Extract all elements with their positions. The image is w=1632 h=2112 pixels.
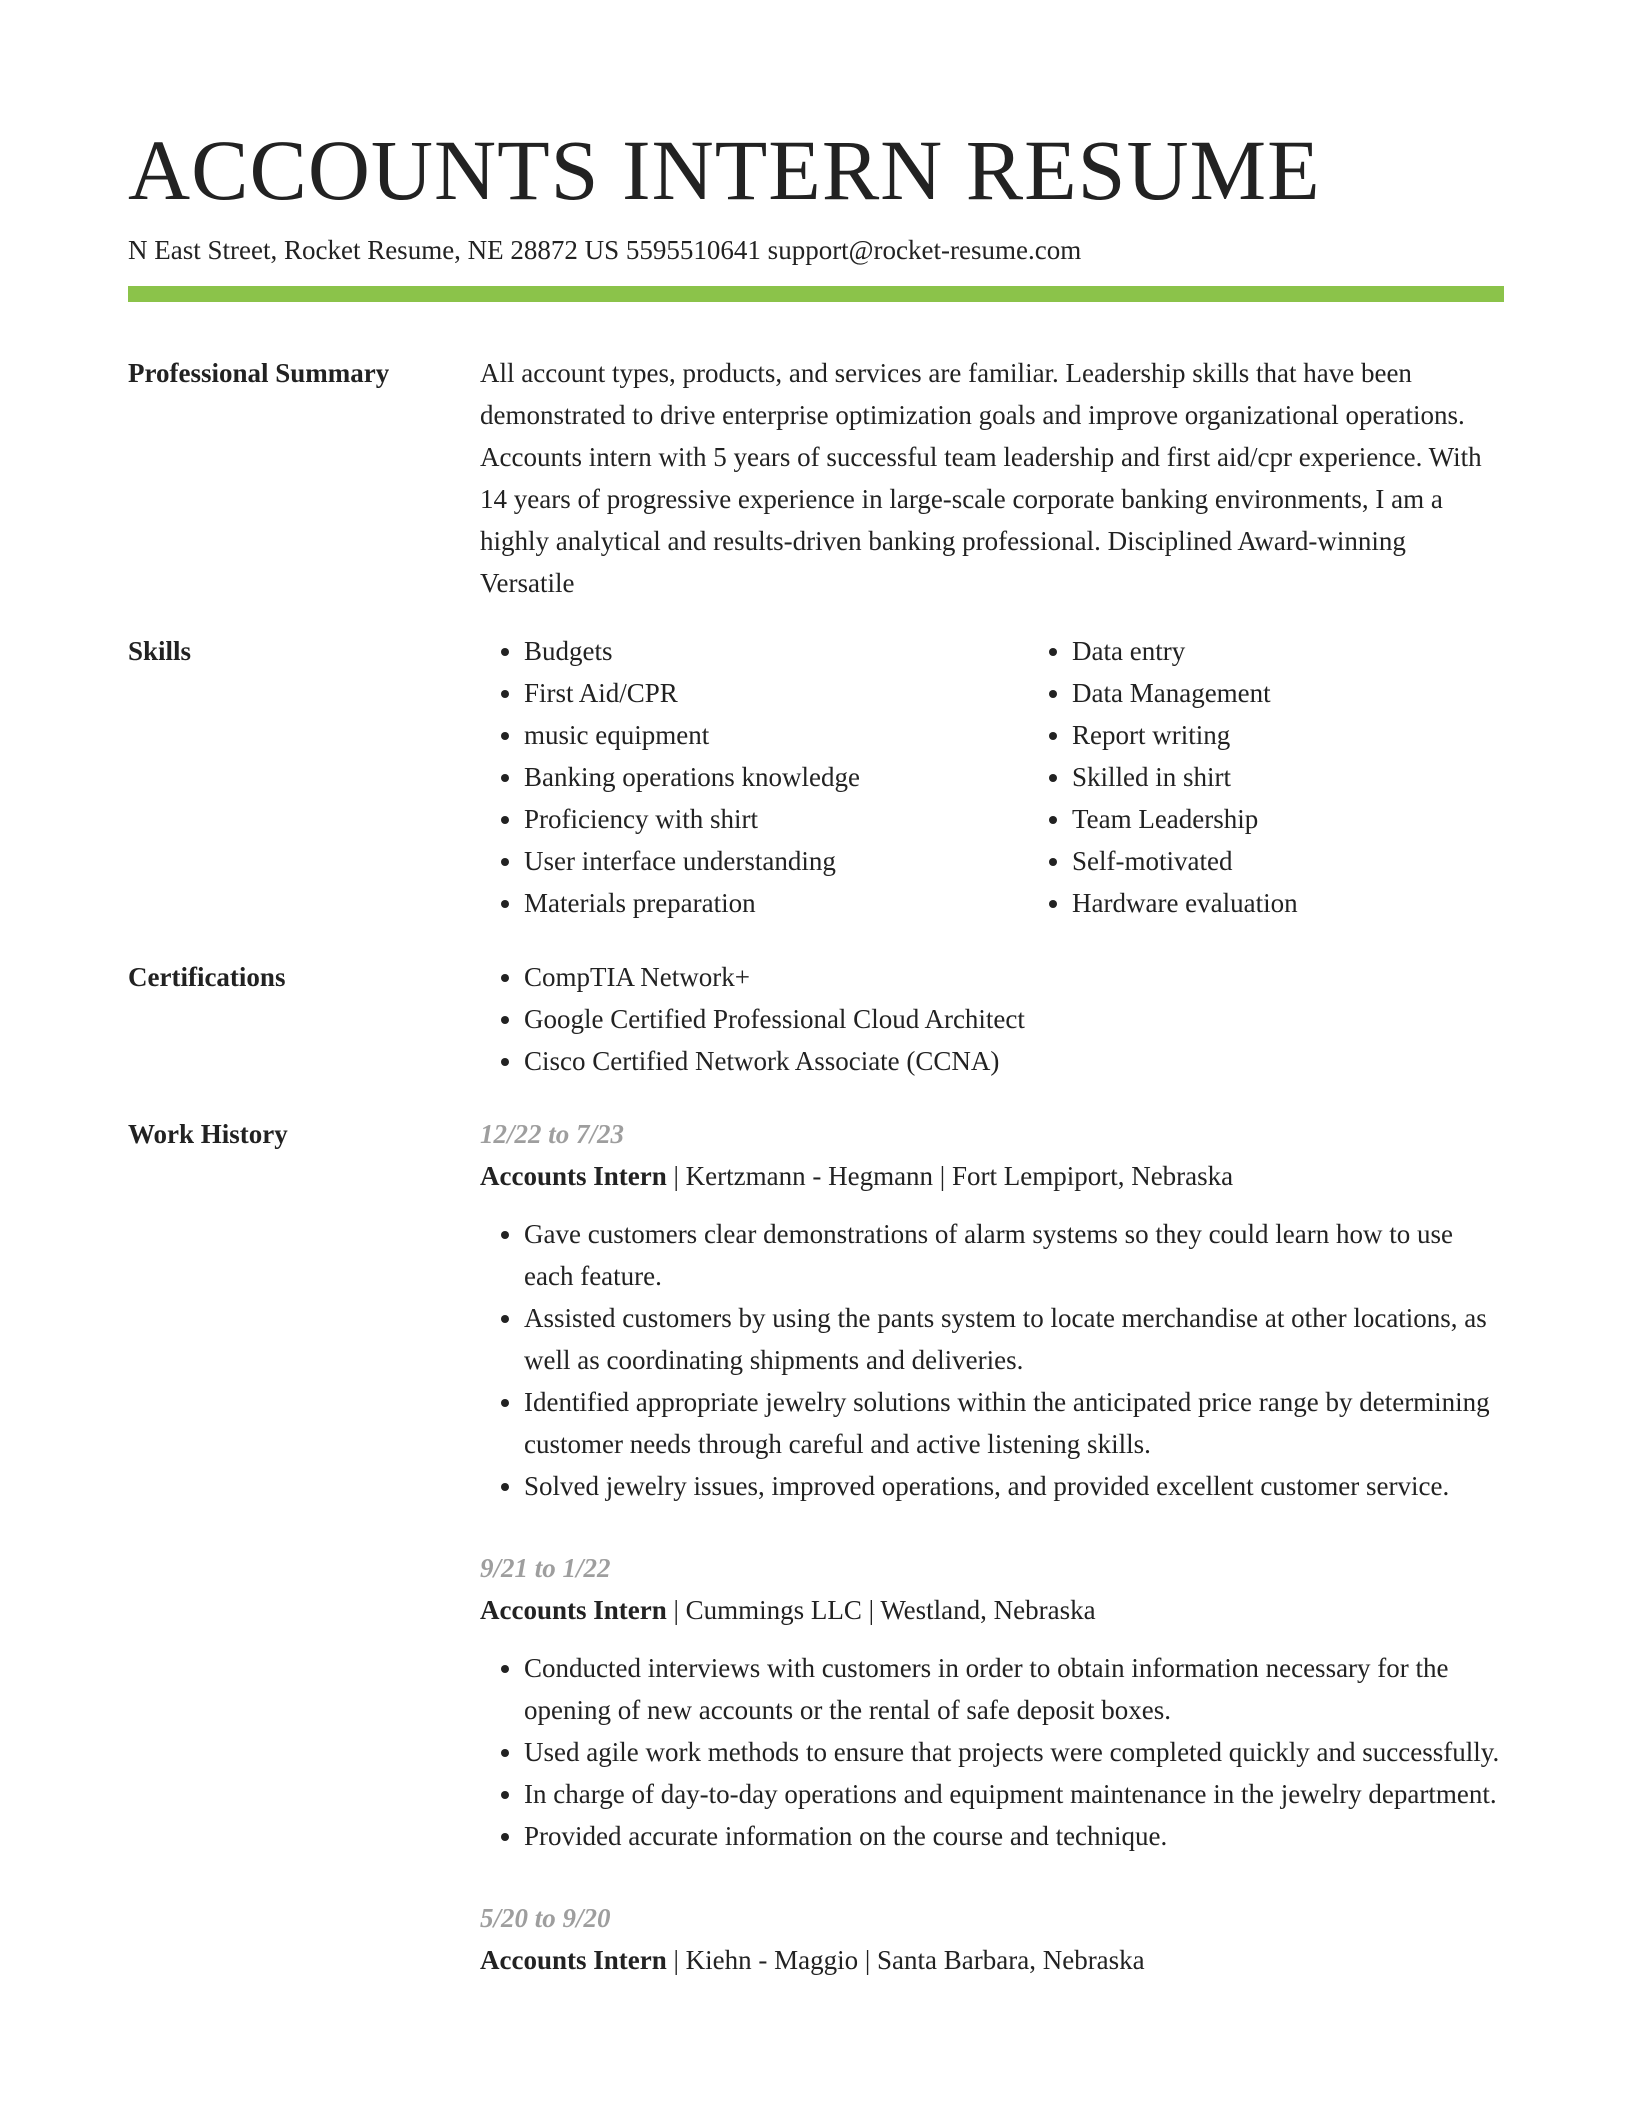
list-item: • Report writing (1072, 714, 1298, 756)
list-item: • Data Management (1072, 672, 1298, 714)
job-dates: 5/20 to 9/20 (480, 1903, 611, 1933)
resume-title: ACCOUNTS INTERN RESUME (128, 122, 1321, 218)
list-item: • Google Certified Professional Cloud Architect (524, 998, 1504, 1040)
list-item: • Solved jewelry issues, improved operations, and provided excellent customer service. (524, 1465, 1504, 1507)
list-item: • First Aid/CPR (524, 672, 1028, 714)
list-item: • Gave customers clear demonstrations of alarm systems so they could learn how to use each feature. (524, 1213, 1504, 1297)
job-entry (480, 1897, 1504, 1981)
job-title: Accounts Intern (480, 1945, 667, 1975)
section-label: Skills (128, 636, 192, 666)
list-item: • Identified appropriate jewelry solutions within the anticipated price range by determining customer needs through careful and active listening skills. (524, 1381, 1504, 1465)
job-heading (480, 1939, 1504, 1981)
job-heading (480, 1589, 1504, 1631)
list-item: • In charge of day-to-day operations and equipment maintenance in the jewelry department. (524, 1773, 1504, 1815)
section-label: Professional Summary (128, 358, 390, 388)
summary-text: All account types, products, and services are familiar. Leadership skills that have been demonstrated to drive enterprise optimization goals and improve organizational operations. Accounts intern with 5 years of successful team leadership and first aid/cpr experience. With 14 years of progressive experience in large-scale corporate banking environments, I am a highly analytical and results-driven banking professional. Disciplined Award-winning Versatile (480, 358, 1482, 598)
list-item: • Assisted customers by using the pants system to locate merchandise at other locations, as well as coordinating shipments and deliveries. (524, 1297, 1504, 1381)
section-skills (128, 630, 1504, 924)
list-item: • Budgets (524, 630, 1028, 672)
certifications-list (480, 956, 1504, 1082)
section-certifications (128, 956, 1504, 1082)
list-item: • CompTIA Network+ (524, 956, 1504, 998)
job-details: | Kiehn - Maggio | Santa Barbara, Nebraska (666, 1945, 1145, 1975)
list-item: • Banking operations knowledge (524, 756, 1028, 798)
job-heading (480, 1155, 1504, 1197)
job-title: Accounts Intern (480, 1595, 667, 1625)
list-item: • Conducted interviews with customers in order to obtain information necessary for the opening of new accounts or the rental of safe deposit boxes. (524, 1647, 1504, 1731)
job-dates: 9/21 to 1/22 (480, 1553, 611, 1583)
list-item: • Self-motivated (1072, 840, 1298, 882)
list-item: • Provided accurate information on the course and technique. (524, 1815, 1504, 1857)
job-title: Accounts Intern (480, 1161, 667, 1191)
skills-list-left (480, 630, 1028, 924)
section-work-history (128, 1113, 1504, 1981)
job-entry (480, 1547, 1504, 1857)
list-item: • Skilled in shirt (1072, 756, 1298, 798)
list-item: • User interface understanding (524, 840, 1028, 882)
list-item: • Hardware evaluation (1072, 882, 1298, 924)
section-professional-summary (128, 352, 1504, 604)
list-item: • Proficiency with shirt (524, 798, 1028, 840)
job-entry (480, 1113, 1504, 1507)
list-item: • Team Leadership (1072, 798, 1298, 840)
job-details: | Kertzmann - Hegmann | Fort Lempiport, Nebraska (666, 1161, 1234, 1191)
list-item: • Materials preparation (524, 882, 1028, 924)
job-details: | Cummings LLC | Westland, Nebraska (666, 1595, 1096, 1625)
section-label: Certifications (128, 962, 286, 992)
contact-line: N East Street, Rocket Resume, NE 28872 US 5595510641 support@rocket-resume.com (128, 235, 1082, 265)
section-label: Work History (128, 1119, 288, 1149)
list-item: • Used agile work methods to ensure that projects were completed quickly and successfully. (524, 1731, 1504, 1773)
skills-list-right (1028, 630, 1298, 924)
list-item: • music equipment (524, 714, 1028, 756)
job-bullets (480, 1213, 1504, 1507)
accent-divider (128, 286, 1504, 302)
resume-page (128, 120, 1504, 1981)
list-item: • Data entry (1072, 630, 1298, 672)
job-bullets (480, 1647, 1504, 1857)
list-item: • Cisco Certified Network Associate (CCNA) (524, 1040, 1504, 1082)
job-dates: 12/22 to 7/23 (480, 1119, 625, 1149)
